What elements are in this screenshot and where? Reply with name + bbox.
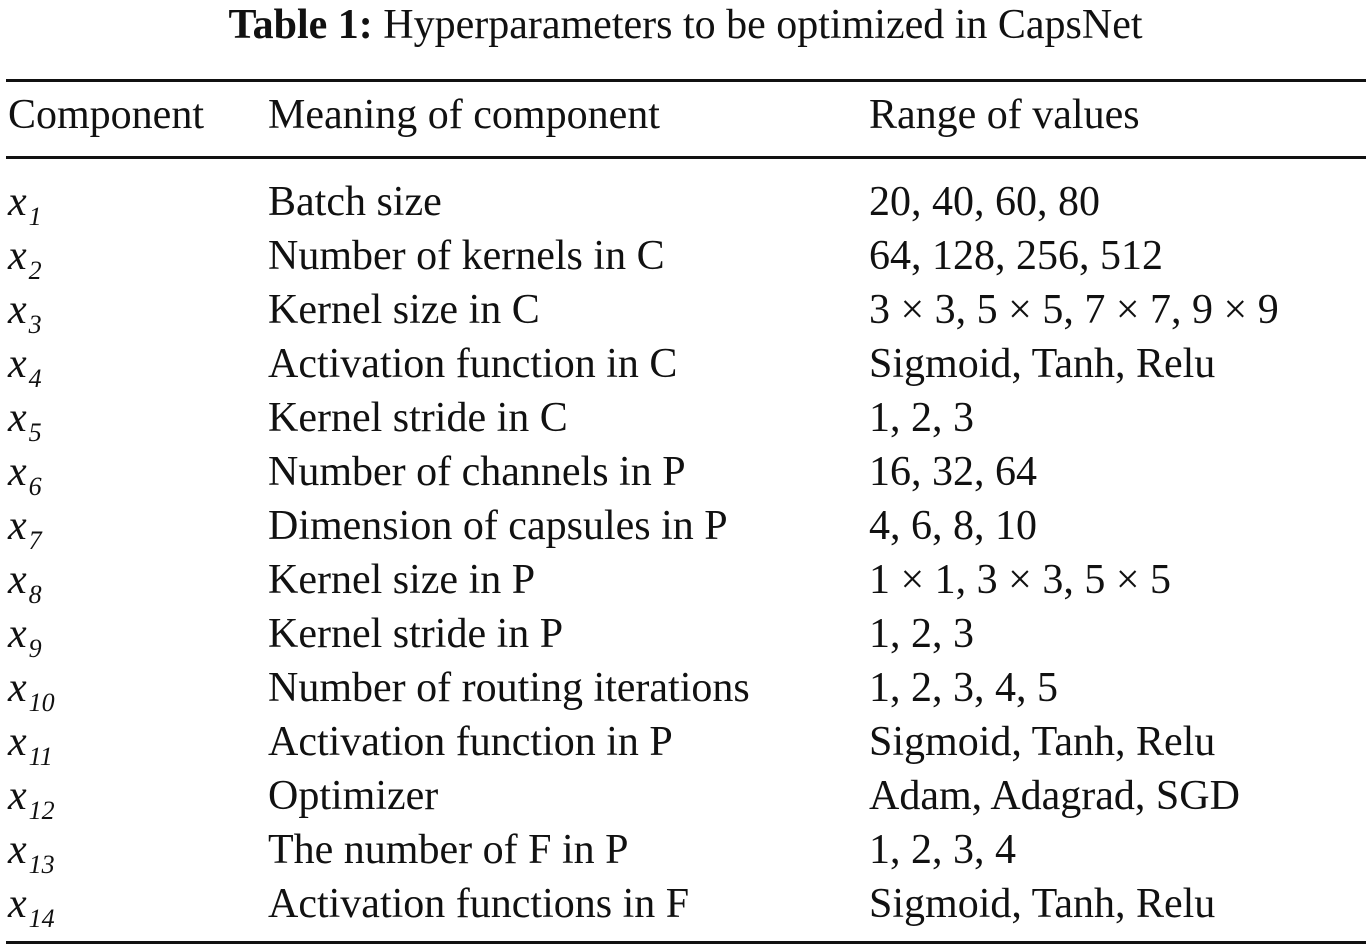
table-row	[0, 607, 1371, 661]
component-variable: x	[8, 557, 27, 603]
component-variable: x	[8, 449, 27, 495]
component-variable: x	[8, 881, 27, 927]
component-range: 20, 40, 60, 80	[869, 179, 1100, 225]
component-meaning: Activation function in P	[268, 719, 673, 765]
component-meaning: Batch size	[268, 179, 442, 225]
table-top-rule	[6, 79, 1366, 82]
table-row	[0, 283, 1371, 337]
table-row	[0, 337, 1371, 391]
component-meaning: Dimension of capsules in P	[268, 503, 728, 549]
component-subscript: 13	[28, 850, 55, 879]
component-meaning: Number of routing iterations	[268, 665, 750, 711]
component-variable: x	[8, 287, 27, 333]
component-range: 3 × 3, 5 × 5, 7 × 7, 9 × 9	[869, 287, 1279, 333]
component-subscript: 2	[28, 256, 42, 285]
header-component: Component	[8, 92, 204, 138]
component-meaning: The number of F in P	[268, 827, 629, 873]
table-row	[0, 769, 1371, 823]
component-meaning: Activation function in C	[268, 341, 678, 387]
component-variable: x	[8, 341, 27, 387]
component-symbol	[8, 553, 42, 612]
component-symbol	[8, 877, 55, 936]
table-caption	[0, 0, 1371, 58]
table-row	[0, 715, 1371, 769]
component-variable: x	[8, 395, 27, 441]
table-header-row	[0, 88, 1371, 142]
component-subscript: 14	[28, 904, 55, 933]
component-variable: x	[8, 233, 27, 279]
component-symbol	[8, 823, 55, 882]
table-row	[0, 877, 1371, 931]
component-meaning: Kernel size in P	[268, 557, 536, 603]
component-symbol	[8, 229, 42, 288]
table-bottom-rule	[6, 941, 1366, 944]
component-subscript: 7	[28, 526, 42, 555]
component-symbol	[8, 391, 42, 450]
component-meaning: Kernel stride in C	[268, 395, 568, 441]
component-meaning: Number of channels in P	[268, 449, 686, 495]
component-range: 1, 2, 3, 4, 5	[869, 665, 1058, 711]
component-variable: x	[8, 665, 27, 711]
header-meaning: Meaning of component	[268, 92, 660, 138]
component-symbol	[8, 715, 53, 774]
table-row	[0, 175, 1371, 229]
component-range: Adam, Adagrad, SGD	[869, 773, 1240, 819]
component-meaning: Number of kernels in C	[268, 233, 665, 279]
component-subscript: 5	[28, 418, 42, 447]
component-range: Sigmoid, Tanh, Relu	[869, 341, 1216, 387]
caption-label: Table 1:	[228, 2, 373, 48]
component-subscript: 12	[28, 796, 55, 825]
table-row	[0, 661, 1371, 715]
component-range: 1, 2, 3, 4	[869, 827, 1016, 873]
table-row	[0, 823, 1371, 877]
table-row	[0, 445, 1371, 499]
component-symbol	[8, 337, 42, 396]
component-symbol	[8, 283, 42, 342]
component-range: 16, 32, 64	[869, 449, 1037, 495]
component-subscript: 8	[28, 580, 42, 609]
component-variable: x	[8, 503, 27, 549]
component-variable: x	[8, 773, 27, 819]
component-symbol	[8, 661, 55, 720]
component-meaning: Optimizer	[268, 773, 439, 819]
component-symbol	[8, 445, 42, 504]
component-range: 1 × 1, 3 × 3, 5 × 5	[869, 557, 1172, 603]
component-variable: x	[8, 827, 27, 873]
header-range: Range of values	[869, 92, 1140, 138]
component-subscript: 6	[28, 472, 42, 501]
table-row	[0, 499, 1371, 553]
component-range: 1, 2, 3	[869, 611, 974, 657]
component-variable: x	[8, 719, 27, 765]
component-range: Sigmoid, Tanh, Relu	[869, 881, 1216, 927]
component-meaning: Kernel size in C	[268, 287, 540, 333]
component-range: 4, 6, 8, 10	[869, 503, 1037, 549]
component-range: Sigmoid, Tanh, Relu	[869, 719, 1216, 765]
table-row	[0, 229, 1371, 283]
component-subscript: 4	[28, 364, 42, 393]
component-subscript: 10	[28, 688, 55, 717]
table-header-rule	[6, 156, 1366, 159]
component-subscript: 11	[28, 742, 53, 771]
component-subscript: 1	[28, 202, 42, 231]
component-meaning: Kernel stride in P	[268, 611, 564, 657]
component-variable: x	[8, 179, 27, 225]
component-range: 1, 2, 3	[869, 395, 974, 441]
component-subscript: 3	[28, 310, 42, 339]
component-variable: x	[8, 611, 27, 657]
component-meaning: Activation functions in F	[268, 881, 690, 927]
component-symbol	[8, 499, 42, 558]
caption-text: Hyperparameters to be optimized in CapsNet	[383, 2, 1143, 48]
component-symbol	[8, 175, 42, 234]
table-row	[0, 553, 1371, 607]
component-range: 64, 128, 256, 512	[869, 233, 1163, 279]
component-symbol	[8, 769, 55, 828]
component-symbol	[8, 607, 42, 666]
component-subscript: 9	[28, 634, 42, 663]
table-row	[0, 391, 1371, 445]
